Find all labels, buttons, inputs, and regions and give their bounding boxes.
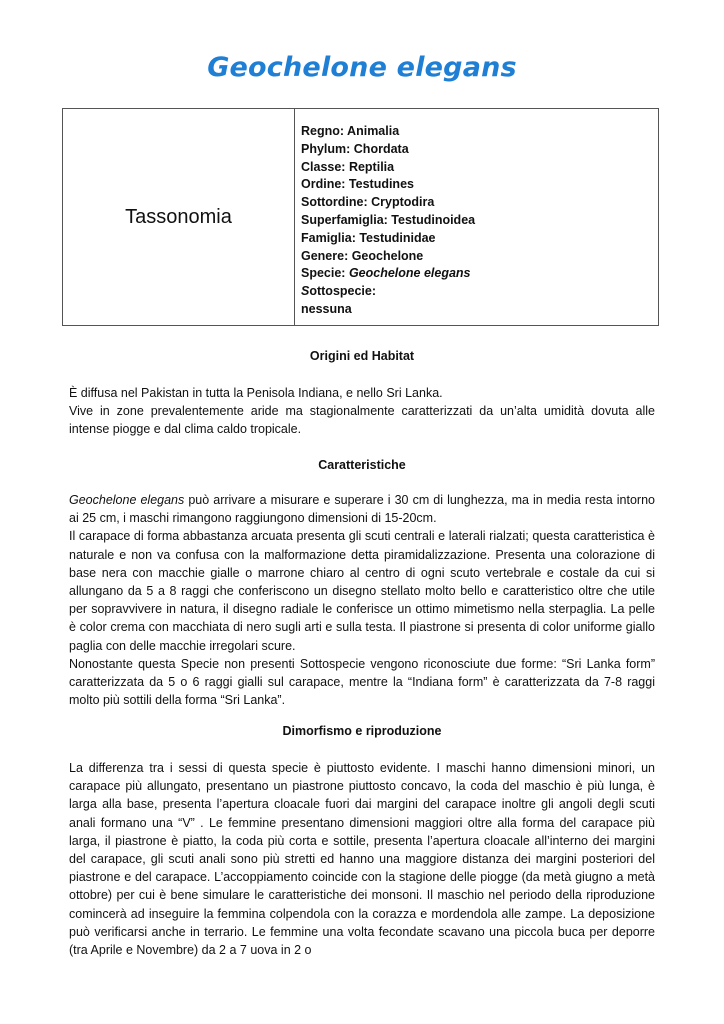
species-value: Geochelone elegans [348, 266, 471, 281]
taxonomy-row-genere: Genere: Geochelone [301, 248, 424, 263]
caratteristiche-heading: Caratteristiche [318, 458, 406, 472]
subspecies-label: ottospecie: [309, 284, 377, 299]
taxonomy-details-cell [295, 109, 658, 325]
taxonomy-row-sottospecie-value: nessuna [301, 301, 352, 316]
dimorfismo-body [69, 759, 655, 959]
taxonomy-row-sottordine: Sottordine: Cryptodira [301, 195, 435, 210]
taxonomy-heading: Tassonomia [125, 205, 232, 228]
taxonomy-row-sottospecie [301, 283, 658, 301]
species-label: Specie: [301, 266, 349, 281]
caratteristiche-paragraph-1-text: può arrivare a misurare e superare i 30 cm di lunghezza, ma in media resta intorno ai 25 cm, i maschi rimangono raggiungono dimensioni di 15-20cm. [69, 493, 655, 526]
taxonomy-row-superfamiglia: Superfamiglia: Testudinoidea [301, 212, 476, 227]
caratteristiche-paragraph-2: Il carapace di forma abbastanza arcuata presenta gli scuti centrali e laterali rialzati; questa caratteristica è naturale e non va confusa con la malformazione detta piramidalizzazione. Presenta una colorazione di base nera con macchie gialle o marrone chiaro al centro di ogni scuto vertebrale e costale da cui si allungano da 5 a 8 raggi che conferiscono un disegno stellato molto bello e caratteristico oltre che utile per sopravvivere in natura, il disegno radiale le conferisce un ottimo mimetismo nella sterpaglia. La pelle è color crema con macchiata di nero sugli arti e sulla testa. Il piastrone si presenta di color uniforme giallo paglia con delle macchie irregolari scure. [69, 529, 655, 653]
dimorfismo-paragraph-1: La differenza tra i sessi di questa specie è piuttosto evidente. I maschi hanno dimensioni minori, un carapace più allungato, presentano un piastrone piuttosto concavo, la coda del maschio è più lunga, è larga alla base, presenta l’apertura cloacale fuori dai margini del carapace inoltre gli angoli degli scuti anali formano una “V” . Le femmine presentano dimensioni maggiori oltre alla forma del carapace più larga, il piastrone è piatto, la coda più corta e sottile, presenta l’apertura cloacale all’interno dei margini del carapace, gli scuti anali sono più stretti ed hanno una maggiore distanza dei margini posteriori del piastrone e del carapace. L’accoppiamento coincide con la stagione delle piogge (da metà giugno a metà ottobre) per cui è bene simulare le caratteristiche dei monsoni. Il maschio nel periodo della riproduzione comincerà ad inseguire la femmina colpendola con la corazza e mordendola alle zampe. La deposizione può verificarsi anche in terrario. Le femmine una volta fecondate scavano una piccola buca per deporre (tra Aprile e Novembre) da 2 a 7 uova in 2 o [69, 761, 655, 958]
origini-body [69, 384, 655, 439]
taxonomy-row-phylum: Phylum: Chordata [301, 141, 409, 156]
origini-heading: Origini ed Habitat [309, 349, 415, 363]
dimorfismo-heading: Dimorfismo e riproduzione [282, 724, 442, 738]
caratteristiche-paragraph-3: Nonostante questa Specie non presenti Sottospecie vengono riconosciute due forme: “Sri Lanka form” caratterizzata da 5 o 6 raggi gialli sul carapace, mentre la “Indiana form” è caratterizzata da 7-8 raggi molto più sottili della forma “Sri Lanka”. [69, 656, 655, 708]
taxonomy-row-ordine: Ordine: Testudines [301, 177, 414, 192]
species-name-italic: Geochelone elegans [69, 493, 185, 507]
document-title: Geochelone elegans [207, 52, 517, 83]
taxonomy-heading-cell [63, 109, 295, 325]
taxonomy-row-classe: Classe: Reptilia [301, 159, 395, 174]
caratteristiche-body [69, 491, 655, 709]
taxonomy-row-specie [301, 265, 658, 283]
taxonomy-table [62, 108, 659, 326]
origini-paragraph-2: Vive in zone prevalentemente aride ma stagionalmente caratterizzati da un’alta umidità dovuta alle intense piogge e dal clima caldo tropicale. [69, 404, 655, 437]
taxonomy-row-regno: Regno: Animalia [301, 124, 400, 138]
origini-paragraph-1: È diffusa nel Pakistan in tutta la Penisola Indiana, e nello Sri Lanka. [69, 386, 443, 400]
taxonomy-row-famiglia: Famiglia: Testudinidae [301, 230, 436, 245]
caratteristiche-paragraph-1 [69, 491, 655, 527]
subspecies-initial: S [301, 284, 310, 299]
